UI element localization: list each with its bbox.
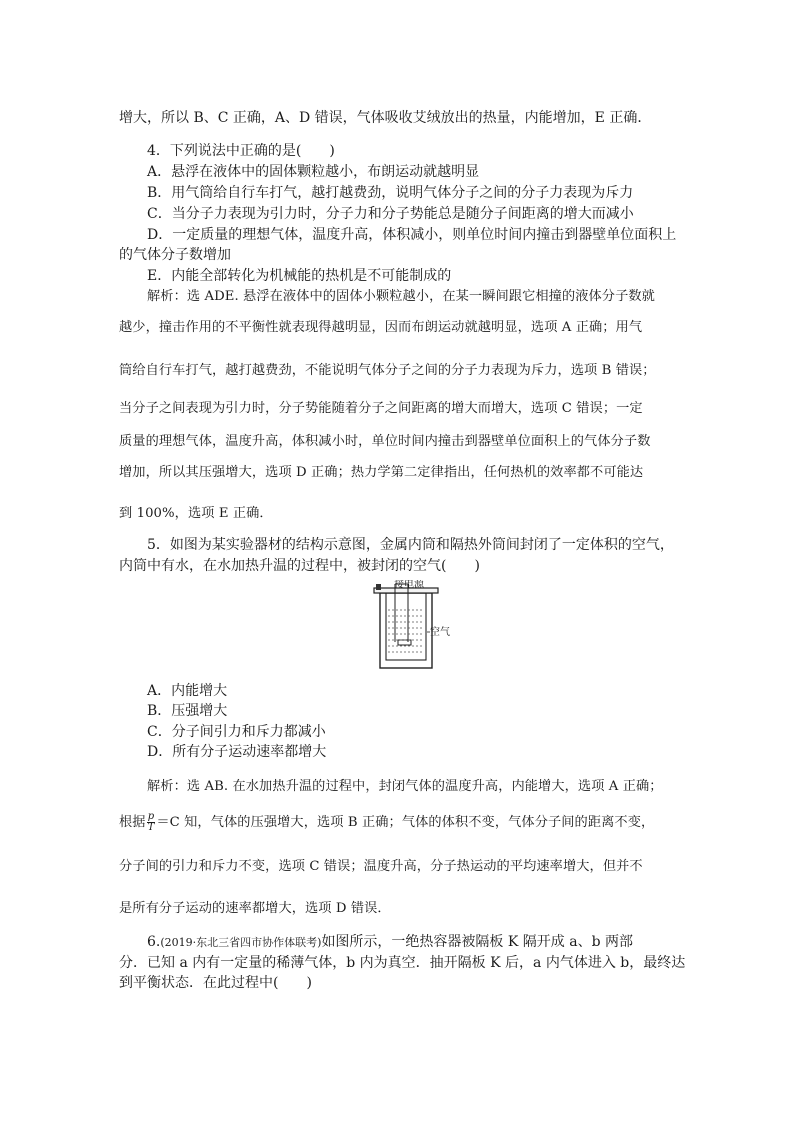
analysis-line: 解析：选 ADE. 悬浮在液体中的固体小颗粒越小，在某一瞬间跟它相撞的液体分子数就 bbox=[147, 289, 655, 304]
label-power: 接电源 bbox=[394, 580, 424, 591]
fraction-numerator: p bbox=[147, 811, 155, 822]
formula-prefix: 根据 bbox=[119, 815, 146, 830]
formula-suffix: ＝C 知，气体的压强增大，选项 B 正确；气体的体积不变，气体分子间的距离不变， bbox=[156, 815, 655, 830]
analysis-line: 是所有分子运动的速率都增大，选项 D 错误． bbox=[119, 901, 391, 916]
question-5-option-b: B．压强增大 bbox=[147, 703, 228, 719]
question-6-number: 6. bbox=[147, 934, 161, 950]
analysis-line: 筒给自行车打气，越打越费劲，不能说明气体分子之间的分子力表现为斥力，选项 B 错误； bbox=[119, 363, 656, 378]
analysis-line: 增加，所以其压强增大，选项 D 正确；热力学第二定律指出，任何热机的效率都不可能达 bbox=[119, 465, 644, 480]
inner-cylinder bbox=[386, 593, 426, 660]
question-4-option-c: C．当分子力表现为引力时，分子力和分子势能总是随分子间距离的增大而减小 bbox=[147, 206, 634, 222]
question-6-source: (2019·东北三省四市协作体联考) bbox=[160, 936, 322, 949]
question-6-stem bbox=[147, 933, 633, 952]
terminal-icon bbox=[376, 584, 381, 590]
fraction-p-over-t bbox=[147, 812, 156, 833]
question-5-option-a: A．内能增大 bbox=[147, 683, 228, 699]
question-5-option-c: C．分子间引力和斥力都减小 bbox=[147, 724, 326, 740]
label-air: 空气 bbox=[430, 627, 450, 638]
question-4-option-d: D．一定质量的理想气体，温度升高，体积减小，则单位时间内撞击到器壁单位面积上 bbox=[147, 227, 677, 243]
analysis-line-formula bbox=[119, 812, 654, 833]
heater bbox=[398, 640, 411, 645]
water bbox=[388, 610, 424, 652]
analysis-line: 解析：选 AB. 在水加热升温的过程中，封闭气体的温度升高，内能增大，选项 A 正确； bbox=[147, 779, 663, 794]
question-4-option-d-cont: 的气体分子数增加 bbox=[119, 247, 231, 263]
question-4-option-e: E．内能全部转化为机械能的热机是不可能制成的 bbox=[147, 268, 452, 284]
question-5-option-d: D．所有分子运动速率都增大 bbox=[147, 744, 327, 760]
question-6-text: 如图所示，一绝热容器被隔板 K 隔开成 a、b 两部 bbox=[321, 934, 634, 950]
question-4-stem: 4．下列说法中正确的是( ) bbox=[147, 143, 335, 159]
question-4-option-a: A．悬浮在液体中的固体颗粒越小，布朗运动就越明显 bbox=[147, 164, 480, 180]
analysis-line: 当分子之间表现为引力时，分子势能随着分子之间距离的增大而增大，选项 C 错误；一定 bbox=[119, 401, 643, 416]
analysis-line: 越少，撞击作用的不平衡性就表现得越明显，因而布朗运动就越明显，选项 A 正确；用气 bbox=[119, 320, 643, 335]
analysis-line: 到 100%，选项 E 正确． bbox=[119, 506, 273, 521]
question-6-stem-cont: 到平衡状态．在此过程中( ) bbox=[119, 975, 312, 991]
analysis-line: 质量的理想气体，温度升高，体积减小时，单位时间内撞击到器壁单位面积上的气体分子数 bbox=[119, 434, 651, 449]
analysis-line: 分子间的引力和斥力不变，选项 C 错误；温度升高，分子热运动的平均速率增大，但并不 bbox=[119, 859, 643, 874]
fraction-denominator: T bbox=[147, 822, 155, 833]
outer-cylinder bbox=[380, 593, 432, 668]
apparatus-diagram bbox=[364, 580, 464, 672]
question-5-stem-cont: 内筒中有水，在水加热升温的过程中，被封闭的空气( ) bbox=[119, 558, 480, 574]
question-4-option-b: B．用气筒给自行车打气，越打越费劲，说明气体分子之间的分子力表现为斥力 bbox=[147, 185, 634, 201]
text-line: 增大，所以 B、C 正确，A、D 错误，气体吸收艾绒放出的热量，内能增加，E 正确． bbox=[119, 110, 652, 126]
question-6-stem-cont: 分．已知 a 内有一定量的稀薄气体，b 内为真空．抽开隔板 K 后，a 内气体进入 b，最终达 bbox=[119, 955, 686, 971]
question-5-stem: 5．如图为某实验器材的结构示意图，金属内筒和隔热外筒间封闭了一定体积的空气， bbox=[147, 537, 674, 553]
